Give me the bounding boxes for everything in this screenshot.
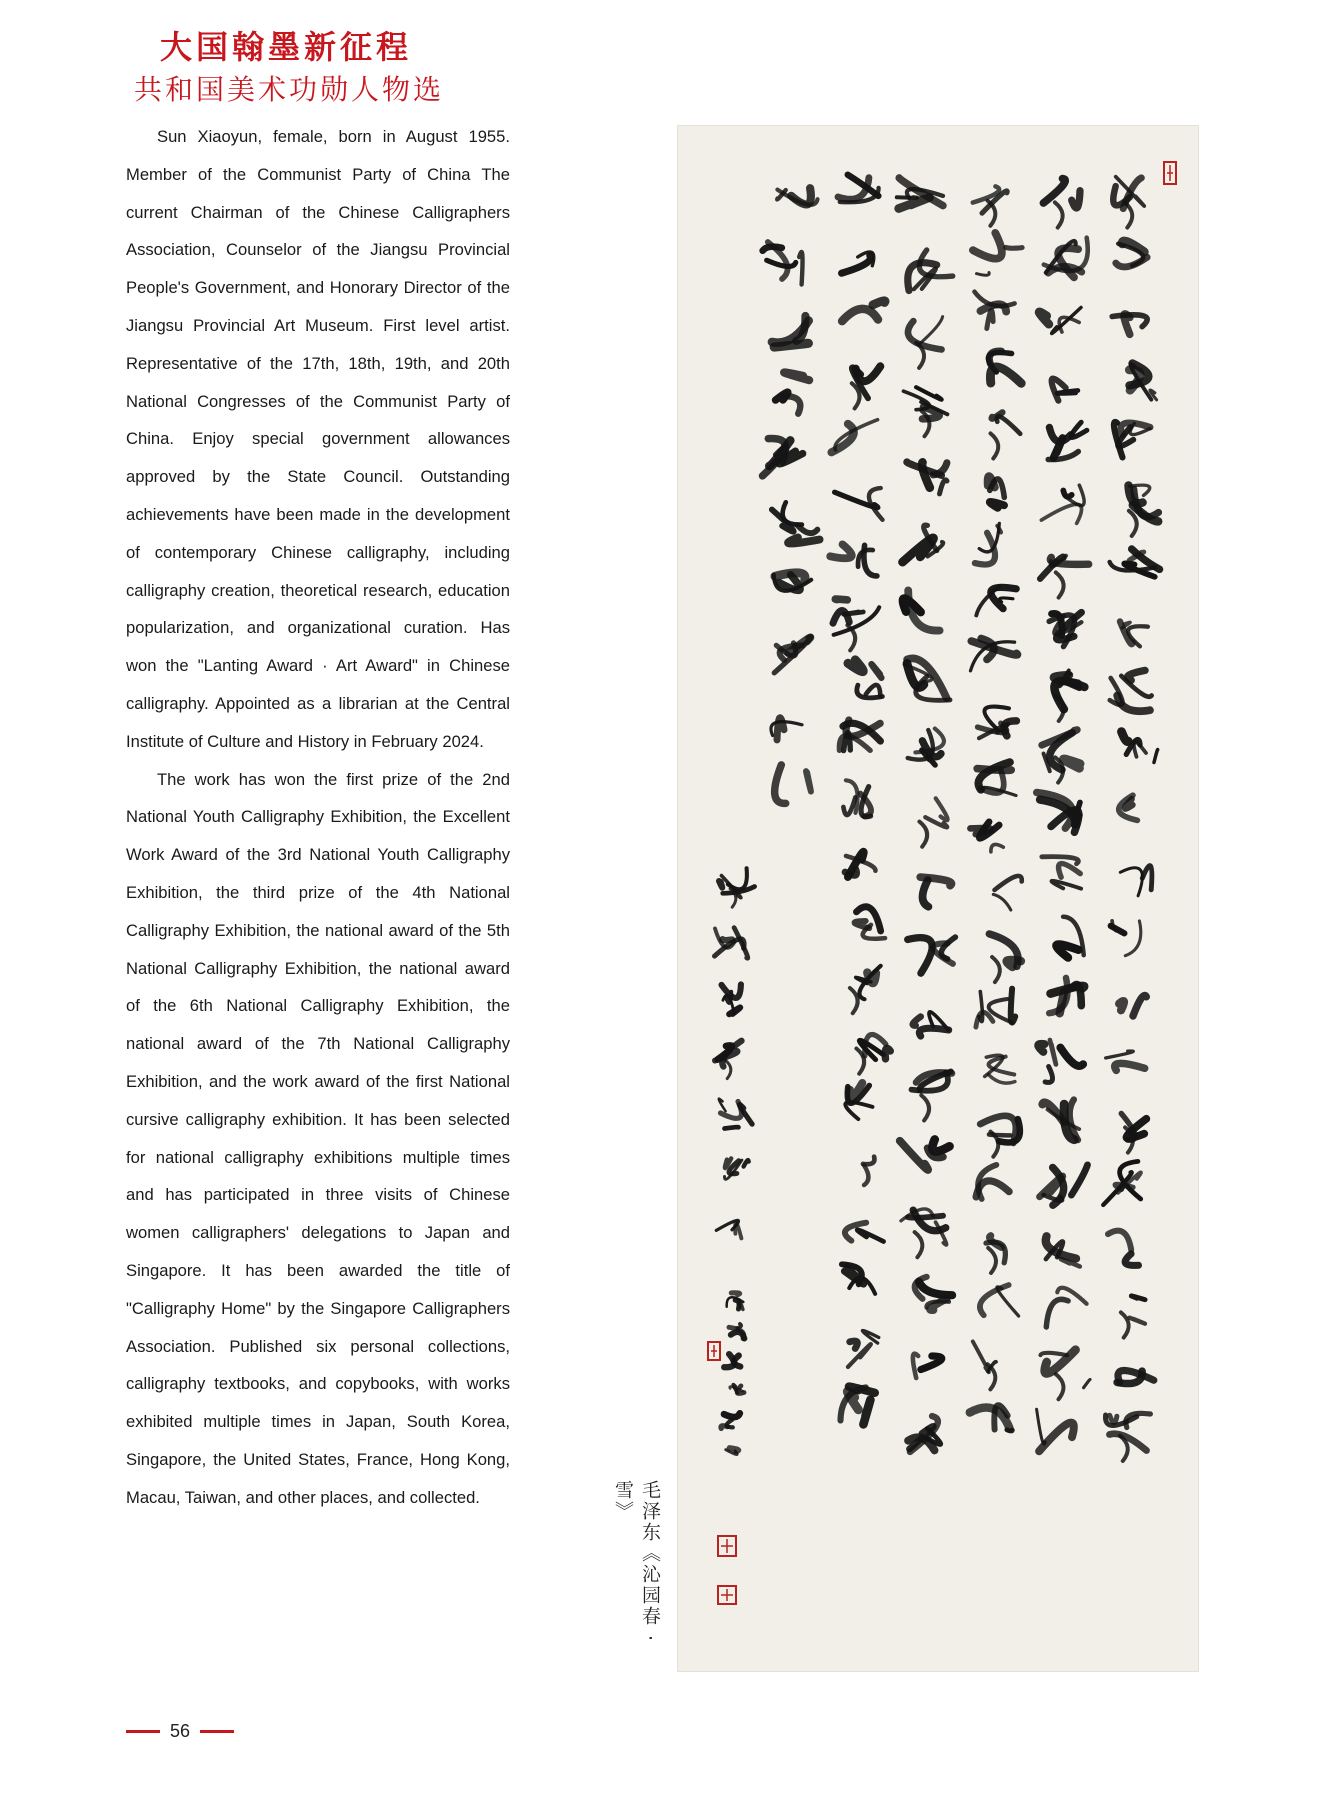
brush-stroke — [1084, 1379, 1090, 1387]
brush-stroke — [919, 1028, 948, 1036]
brush-stroke — [799, 252, 802, 285]
calligraphy-column — [897, 178, 956, 1452]
brush-stroke — [922, 462, 930, 487]
brush-stroke — [775, 765, 786, 804]
brush-stroke — [1043, 179, 1065, 203]
brush-stroke — [970, 828, 991, 834]
brush-stroke — [1121, 1312, 1129, 1337]
seal-signature-small-mark — [711, 1345, 717, 1357]
brush-stroke — [806, 771, 811, 791]
brush-stroke — [1045, 1067, 1052, 1083]
brush-stroke — [866, 685, 881, 696]
brush-stroke — [1119, 1001, 1124, 1010]
brush-stroke — [848, 660, 863, 672]
brush-stroke — [864, 1165, 868, 1185]
page-subtitle: 共和国美术功勋人物选 — [134, 73, 445, 106]
brush-stroke — [1056, 572, 1064, 597]
brush-stroke — [1133, 996, 1146, 1016]
brush-stroke — [725, 1127, 739, 1128]
brush-stroke — [919, 317, 942, 344]
brush-stroke — [830, 544, 851, 558]
brush-stroke — [990, 502, 1004, 508]
brush-stroke — [1039, 1423, 1074, 1452]
brush-stroke — [885, 1048, 890, 1059]
brush-stroke — [1041, 504, 1081, 523]
brush-stroke — [1000, 598, 1013, 602]
brush-stroke — [973, 1341, 989, 1372]
seal-signature-name-mark — [721, 1539, 733, 1553]
brush-stroke — [1063, 759, 1080, 768]
brush-stroke — [913, 1017, 921, 1026]
brush-stroke — [1060, 1048, 1083, 1066]
brush-stroke — [863, 1400, 870, 1425]
brush-stroke — [1006, 247, 1022, 248]
brush-stroke — [977, 769, 1011, 771]
brush-stroke — [873, 301, 885, 305]
brush-stroke — [1038, 1044, 1044, 1052]
brush-stroke — [857, 1230, 883, 1242]
brush-stroke — [1110, 1415, 1117, 1422]
brush-stroke — [988, 1248, 996, 1273]
bio-paragraph-1: Sun Xiaoyun, female, born in August 1955. Member of the Communist Party of China The current Chairman of the Chinese Calligraphers Association, Counselor of the Jiangsu Provincial People's Government, and Honorary Director of the Jiangsu Provincial Art Museum. First level artist. Representative of the 17th, 18th, 19th, and 20th National Congresses of the Communist Party of China. Enjoy special government allowances approved by the State Council. Outstanding achievements have been made in the development of contemporary Chinese calligraphy, including calligraphy creation, theoretical research, education popularization, and organizational curation. Has won the "Lanting Award · Art Award" in Chinese calligraphy. Appointed as a librarian at the Central Institute of Culture and History in February 2024. — [126, 127, 510, 751]
brush-stroke — [731, 1332, 745, 1338]
brush-stroke — [1039, 312, 1049, 324]
brush-stroke — [850, 988, 858, 1013]
calligraphy-column — [721, 1293, 744, 1455]
brush-stroke — [1052, 379, 1066, 401]
page-title: 大国翰墨新征程 — [160, 28, 413, 66]
brush-stroke — [1046, 1299, 1068, 1327]
brush-stroke — [862, 1330, 878, 1343]
brush-stroke — [1072, 191, 1080, 208]
brush-stroke — [737, 1386, 744, 1394]
brush-stroke — [992, 957, 1000, 982]
brush-stroke — [1050, 1040, 1056, 1064]
brush-stroke — [1071, 1165, 1087, 1195]
calligraphy-column — [830, 175, 890, 1425]
brush-stroke — [1134, 742, 1146, 757]
artist-biography — [126, 118, 510, 1516]
brush-stroke — [919, 822, 927, 847]
brush-stroke — [735, 1300, 739, 1309]
brush-stroke — [903, 538, 934, 562]
calligraphy-column — [1037, 179, 1090, 1452]
brush-stroke — [1130, 1318, 1145, 1324]
brush-stroke — [1115, 1063, 1145, 1070]
brush-stroke — [744, 1160, 749, 1166]
calligraphy-artwork — [678, 126, 1198, 1671]
calligraphy-column — [970, 186, 1022, 1431]
brush-stroke — [727, 1420, 733, 1428]
brush-stroke — [913, 1354, 918, 1378]
brush-stroke — [991, 433, 999, 458]
seal-top-right-mark — [1167, 165, 1173, 181]
brush-stroke — [1052, 881, 1082, 889]
brush-stroke — [999, 1119, 1020, 1142]
brush-stroke — [734, 1356, 740, 1367]
brush-stroke — [1131, 1296, 1145, 1300]
brush-stroke — [842, 256, 871, 274]
brush-stroke — [923, 880, 929, 907]
brush-stroke — [995, 876, 1022, 890]
brush-stroke — [936, 798, 948, 820]
brush-stroke — [915, 1232, 923, 1257]
brush-stroke — [897, 197, 917, 198]
brush-stroke — [725, 1060, 731, 1079]
brush-stroke — [988, 476, 995, 487]
brush-stroke — [908, 1216, 943, 1218]
brush-stroke — [933, 463, 947, 475]
calligraphy-column — [1103, 177, 1159, 1461]
brush-stroke — [774, 343, 808, 347]
brush-stroke — [784, 372, 809, 380]
brush-stroke — [1122, 732, 1129, 742]
brush-stroke — [788, 537, 820, 543]
brush-stroke — [1120, 868, 1142, 896]
brush-stroke — [976, 1012, 993, 1027]
brush-stroke — [719, 1099, 726, 1111]
brush-stroke — [997, 416, 1020, 433]
footer-rule-right — [200, 1730, 234, 1733]
brush-stroke — [1108, 1231, 1131, 1250]
brush-stroke — [847, 1391, 858, 1410]
brush-stroke — [1129, 511, 1137, 536]
page-number: 56 — [170, 1720, 191, 1741]
brush-stroke — [1128, 670, 1145, 680]
brush-stroke — [908, 938, 932, 974]
brush-stroke — [1056, 944, 1078, 957]
calligraphy-column — [763, 188, 820, 803]
brush-stroke — [835, 599, 847, 600]
brush-stroke — [867, 973, 876, 983]
brush-stroke — [1116, 257, 1147, 267]
brush-stroke — [940, 480, 948, 494]
brush-stroke — [993, 894, 1011, 910]
brush-stroke — [987, 310, 993, 328]
brush-stroke — [850, 1341, 858, 1349]
brush-stroke — [921, 1095, 929, 1120]
brush-stroke — [900, 1141, 928, 1170]
calligraphy-column — [715, 868, 755, 1238]
brush-stroke — [977, 273, 990, 276]
brush-stroke — [783, 502, 802, 524]
brush-stroke — [1121, 676, 1151, 697]
footer-rule-left — [126, 1730, 160, 1733]
brush-stroke — [1106, 1051, 1134, 1058]
brush-stroke — [1125, 921, 1141, 956]
calligraphy-image — [678, 126, 1198, 1671]
brush-stroke — [1124, 314, 1130, 335]
brush-stroke — [842, 309, 878, 321]
brush-stroke — [844, 612, 864, 615]
seal-signature-studio-mark — [721, 1589, 733, 1601]
brush-stroke — [872, 664, 882, 678]
brush-stroke — [1004, 721, 1016, 736]
brush-stroke — [991, 844, 1003, 851]
brush-stroke — [1054, 675, 1078, 683]
bio-paragraph-2: The work has won the first prize of the 2nd National Youth Calligraphy Exhibition, the Excellent Work Award of the 3rd National Youth Calligraphy Exhibition, the third prize of the 4th National Calligraphy Exhibition, the national award of the 5th National Calligraphy Exhibition, the national award of the 6th National Calligraphy Exhibition, the national award of the 7th National Calligraphy Exhibition, and the work award of the first National cursive calligraphy exhibition. It has been selected for national calligraphy exhibitions multiple times and has participated in three visits of Chinese women calligraphers' delegations to Japan and Singapore. It has been awarded the title of "Calligraphy Home" by the Singapore Calligraphers Association. Published six personal collections, calligraphy textbooks, and copybooks, with works exhibited multiple times in Japan, South Korea, Singapore, the United States, France, Hong Kong, Macau, Taiwan, and other places, and collected. — [126, 769, 510, 1507]
artwork-caption: 毛泽东《沁园春 · 雪》 — [612, 1480, 661, 1644]
brush-stroke — [1142, 866, 1152, 890]
brush-stroke — [724, 1413, 740, 1417]
brush-stroke — [1011, 989, 1015, 1023]
brush-stroke — [767, 260, 796, 266]
brush-stroke — [1037, 1409, 1046, 1444]
brush-stroke — [932, 1140, 949, 1152]
brush-stroke — [1041, 1353, 1068, 1355]
brush-stroke — [1154, 750, 1158, 763]
brush-stroke — [776, 392, 788, 400]
page-footer — [126, 1716, 234, 1746]
brush-stroke — [1056, 1374, 1064, 1399]
brush-stroke — [921, 1356, 942, 1370]
brush-stroke — [919, 1282, 952, 1295]
brush-stroke — [731, 1293, 739, 1295]
brush-stroke — [1125, 1254, 1138, 1266]
brush-stroke — [1055, 202, 1063, 227]
brush-stroke — [735, 1223, 741, 1239]
brush-stroke — [1057, 391, 1078, 394]
brush-stroke — [737, 1324, 741, 1328]
brush-stroke — [973, 233, 1002, 259]
brush-stroke — [719, 881, 722, 888]
brush-stroke — [722, 939, 732, 940]
brush-stroke — [863, 1157, 874, 1165]
